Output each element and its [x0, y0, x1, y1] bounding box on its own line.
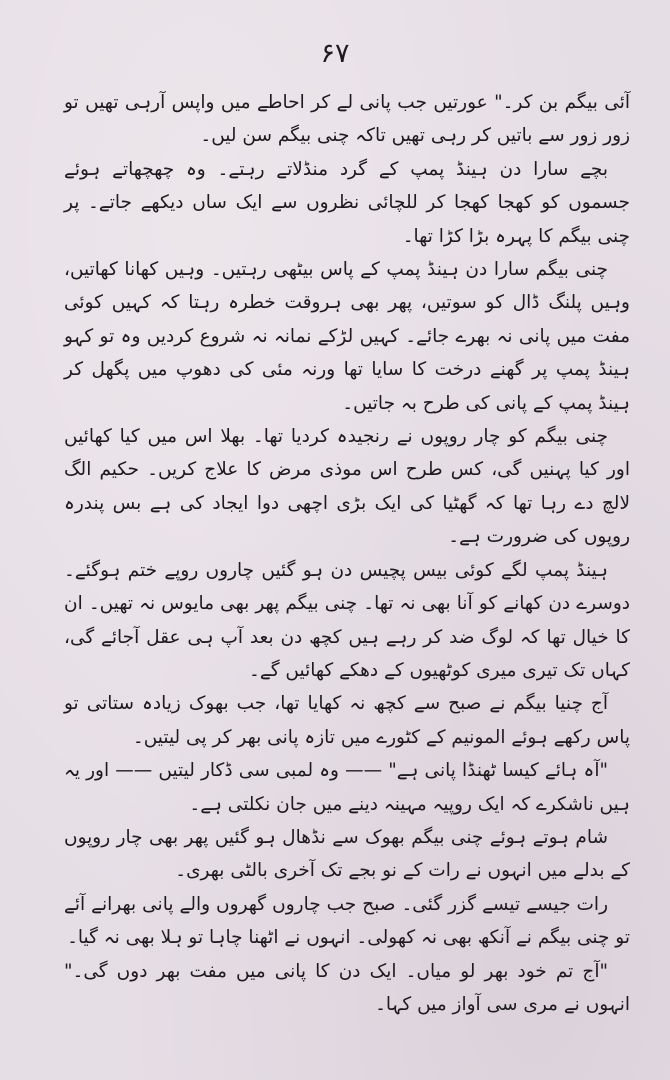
paragraph: بچے سارا دن ہینڈ پمپ کے گرد منڈلاتے رہتے۔ وہ چھچھاتے ہوئے جسموں کو کھجا کھجا کر للچائی نظروں سے ایک ساں دیکھے جاتے۔ پر چنی بیگم کا پہرہ بڑا کڑا تھا۔ — [64, 158, 630, 247]
paragraph: ہینڈ پمپ لگے کوئی بیس پچیس دن ہو گئیں چاروں روپے ختم ہوگئے۔ دوسرے دن کھانے کو آنا بھی نہ تھا۔ چنی بیگم پھر بھی مایوس نہ تھیں۔ ان کا خیال تھا کہ لوگ ضد کر رہے ہیں کچھ دن بعد آپ ہی عقل آجائے گی، کہاں تک تیری میری کوٹھیوں کے دھکے کھائیں گے۔ — [64, 559, 630, 681]
paragraph: "آہ ہائے کیسا ٹھنڈا پانی ہے" —— وہ لمبی سی ڈکار لیتیں —— اور یہ ہیں ناشکرے کہ ایک روپیہ مہینہ دینے میں جان نکلتی ہے۔ — [64, 760, 630, 815]
paragraph: آئی بیگم بن کر۔" عورتیں جب پانی لے کر احاطے میں واپس آرہی تھیں تو زور زور سے باتیں کر رہی تھیں تاکہ چنی بیگم سن لیں۔ — [64, 92, 630, 147]
paragraph: چنی بیگم سارا دن ہینڈ پمپ کے پاس بیٹھی رہتیں۔ وہیں کھانا کھاتیں، وہیں پلنگ ڈال کو سوتیں، پھر بھی ہروقت خطرہ رہتا کہ کہیں کوئی مفت میں پانی نہ بھرے جائے۔ کہیں لڑکے نمانہ نہ شروع کردیں وہ تو کہو ہینڈ پمپ پر گھنے درخت کا سایا تھا ورنہ مئی کی دھوپ میں پگھل کر ہینڈ پمپ کے پانی کی طرح بہ جاتیں۔ — [64, 259, 630, 414]
paragraph: "آج تم خود بھر لو میاں۔ ایک دن کا پانی میں مفت بھر دوں گی۔" انہوں نے مری سی آواز میں کہا۔ — [64, 960, 630, 1015]
page-number: ۶۷ — [320, 38, 350, 69]
paragraph: چنی بیگم کو چار روپوں نے رنجیدہ کردیا تھا۔ بھلا اس میں کیا کھائیں اور کیا پہنیں گی، کس طرح اس موذی مرض کا علاج کریں۔ حکیم الگ لالچ دے رہا تھا کہ گھٹیا کی ایک بڑی اچھی دوا ایجاد کی ہے بس پندرہ روپوں کی ضرورت ہے۔ — [64, 426, 630, 548]
paragraph: رات جیسے تیسے گزر گئی۔ صبح جب چاروں گھروں والے پانی بھرانے آئے تو چنی بیگم نے آنکھ بھی نہ کھولی۔ انہوں نے اٹھنا چاہا تو ہلا بھی نہ گیا۔ — [64, 893, 630, 949]
paragraph: شام ہوتے ہوئے چنی بیگم بھوک سے نڈھال ہو گئیں پھر بھی چار روپوں کے بدلے میں انہوں نے رات کے نو بجے تک آخری بالٹی بھری۔ — [64, 826, 630, 882]
paragraph: آج چنیا بیگم نے صبح سے کچھ نہ کھایا تھا، جب بھوک زیادہ ستاتی تو پاس رکھے ہوئے المونیم کے کٹورے میں تازہ پانی بھر کر پی لیتیں۔ — [64, 693, 630, 748]
page-body-text — [64, 86, 630, 1021]
